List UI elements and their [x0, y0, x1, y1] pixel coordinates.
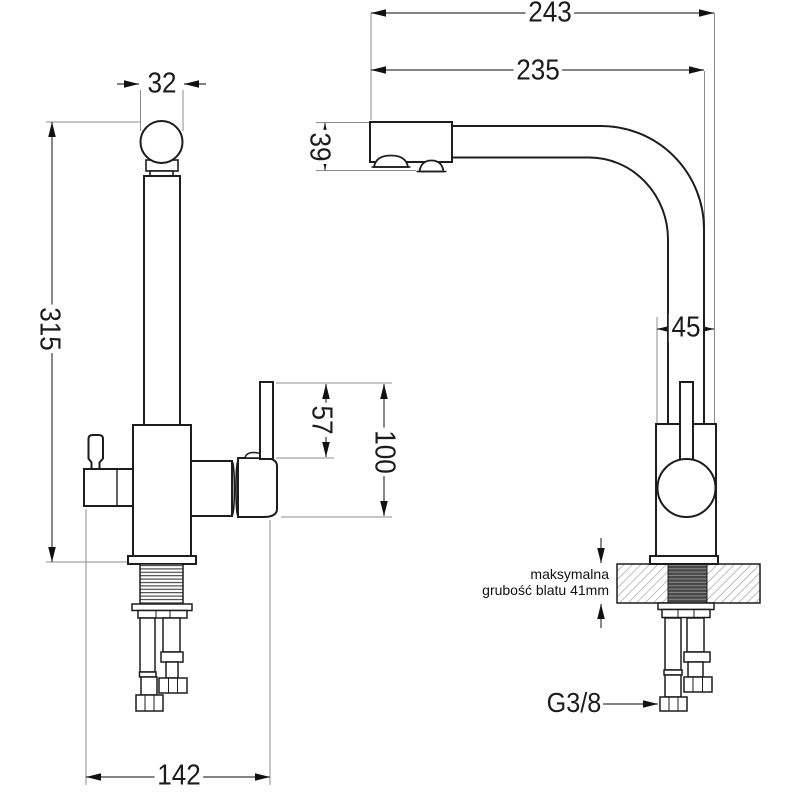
- side-handle: [89, 435, 104, 469]
- mounting-nut: [132, 604, 192, 618]
- left-arm: [84, 469, 133, 506]
- supply-hoses-side: [660, 618, 712, 711]
- base-plate-side: [650, 556, 718, 564]
- thread-size-label: G3/8: [546, 687, 602, 718]
- note-line-1: maksymalna: [530, 566, 609, 582]
- left-view-faucet: [84, 121, 277, 711]
- dim-142-label: 142: [155, 762, 204, 791]
- spout-swivel: [238, 458, 277, 517]
- knob: [141, 121, 183, 163]
- valve-joint: [658, 459, 716, 517]
- supply-hoses: [136, 618, 187, 711]
- dim-235-label: 235: [514, 57, 563, 86]
- riser-pipe: [144, 176, 180, 426]
- threaded-shank: [140, 564, 183, 604]
- body: [133, 425, 191, 556]
- note-line-2: grubość blatu 41mm: [482, 582, 609, 598]
- dim-243-label: 243: [526, 0, 575, 28]
- filter-outlet: [420, 161, 444, 172]
- right-view-faucet: [370, 122, 760, 711]
- spout-arc-outer: [452, 126, 704, 424]
- dim-32-label: 32: [145, 70, 179, 99]
- spout-arc-inner: [452, 158, 668, 425]
- base-plate: [128, 556, 196, 564]
- mounting-nut-side: [658, 603, 714, 618]
- flat-outlet: [260, 382, 273, 459]
- dim-45-label: 45: [669, 314, 703, 343]
- dim-57-label: 57: [307, 403, 336, 437]
- dim-315-label: 315: [35, 305, 64, 354]
- dim-100-label: 100: [370, 428, 399, 477]
- right-arm: [191, 461, 232, 516]
- countertop-thickness-note: [482, 566, 609, 598]
- dim-39-label: 39: [305, 130, 334, 164]
- lever-handle: [680, 382, 693, 460]
- threaded-shank-side: [668, 564, 707, 603]
